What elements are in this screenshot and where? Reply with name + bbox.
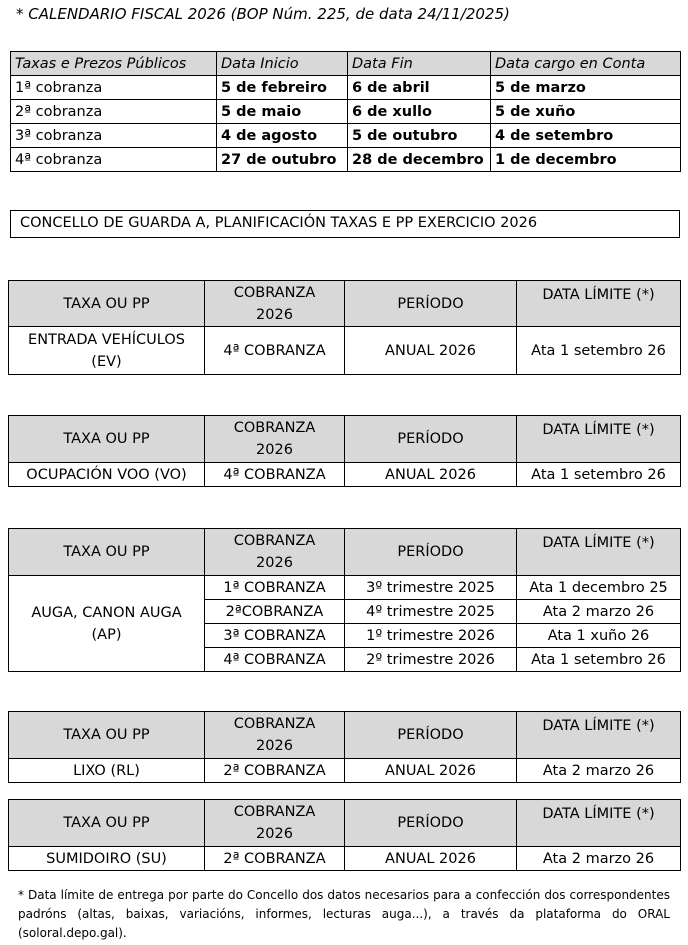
tax-limite: Ata 1 xuño 26 [517, 624, 681, 648]
tax-periodo: ANUAL 2026 [345, 759, 517, 783]
calendar-row [11, 148, 681, 172]
tax-limite: Ata 2 marzo 26 [517, 759, 681, 783]
header-limite: DATA LÍMITE (*) [517, 416, 681, 463]
tax-table-su [8, 799, 681, 871]
header-cobranza-line1: COBRANZA [233, 716, 316, 732]
tax-name [9, 327, 205, 375]
calendar-cell: 5 de outubro [348, 124, 491, 148]
tax-limite: Ata 2 marzo 26 [517, 847, 681, 871]
fiscal-calendar-table [10, 51, 681, 172]
calendar-header-cell: Taxas e Prezos Públicos [11, 52, 217, 76]
tax-periodo: ANUAL 2026 [345, 847, 517, 871]
calendar-cell: 27 de outubro [217, 148, 348, 172]
calendar-header-cell: Data Fin [348, 52, 491, 76]
tax-table-ap [8, 528, 681, 672]
tax-cobranza: 4ª COBRANZA [205, 327, 345, 375]
calendar-cell: 5 de marzo [491, 76, 681, 100]
header-limite: DATA LÍMITE (*) [517, 800, 681, 847]
calendar-cell: 4ª cobranza [11, 148, 217, 172]
calendar-header-cell: Data cargo en Conta [491, 52, 681, 76]
tax-table-header-row [9, 416, 681, 463]
header-cobranza [205, 712, 345, 759]
calendar-cell: 5 de febreiro [217, 76, 348, 100]
header-taxa: TAXA OU PP [9, 800, 205, 847]
tax-limite: Ata 1 decembro 25 [517, 576, 681, 600]
header-cobranza [205, 800, 345, 847]
header-cobranza-line2: 2026 [256, 442, 293, 458]
calendar-row [11, 124, 681, 148]
tax-periodo: 1º trimestre 2026 [345, 624, 517, 648]
tax-table-header-row [9, 281, 681, 327]
header-cobranza [205, 529, 345, 576]
header-periodo: PERÍODO [345, 712, 517, 759]
tax-name-line2: (EV) [91, 353, 122, 370]
header-limite: DATA LÍMITE (*) [517, 281, 681, 327]
table-row [9, 847, 681, 871]
header-taxa: TAXA OU PP [9, 712, 205, 759]
calendar-header-row [11, 52, 681, 76]
tax-limite: Ata 1 setembro 26 [517, 648, 681, 672]
header-limite: DATA LÍMITE (*) [517, 712, 681, 759]
tax-cobranza: 3ª COBRANZA [205, 624, 345, 648]
footnote: * Data límite de entrega por parte do Concello dos datos necesarios para a confección dos correspondentes padróns (altas, baixas, variacións, informes, lecturas auga...), a través da plataforma do ORAL (soloral.depo.gal). [18, 888, 670, 940]
fiscal-calendar-heading: * CALENDARIO FISCAL 2026 (BOP Núm. 225, de data 24/11/2025) [16, 5, 510, 23]
header-taxa: TAXA OU PP [9, 529, 205, 576]
table-row [9, 327, 681, 375]
header-cobranza-line2: 2026 [256, 738, 293, 754]
tax-cobranza: 2ª COBRANZA [205, 759, 345, 783]
tax-cobranza: 4ª COBRANZA [205, 648, 345, 672]
table-row [9, 759, 681, 783]
tax-name-line1: AUGA, CANON AUGA [31, 604, 182, 621]
header-periodo: PERÍODO [345, 416, 517, 463]
calendar-cell: 28 de decembro [348, 148, 491, 172]
calendar-row [11, 100, 681, 124]
calendar-row [11, 76, 681, 100]
header-taxa: TAXA OU PP [9, 416, 205, 463]
header-cobranza [205, 416, 345, 463]
header-periodo: PERÍODO [345, 281, 517, 327]
tax-cobranza: 1ª COBRANZA [205, 576, 345, 600]
tax-periodo: ANUAL 2026 [345, 327, 517, 375]
header-cobranza-line1: COBRANZA [233, 284, 316, 301]
header-cobranza-line2: 2026 [256, 306, 293, 323]
calendar-cell: 1ª cobranza [11, 76, 217, 100]
calendar-cell: 5 de maio [217, 100, 348, 124]
table-row [9, 576, 681, 600]
tax-name-line1: ENTRADA VEHÍCULOS [28, 331, 185, 348]
tax-name: LIXO (RL) [9, 759, 205, 783]
header-cobranza-line1: COBRANZA [233, 533, 316, 549]
header-taxa: TAXA OU PP [9, 281, 205, 327]
planning-title: CONCELLO DE GUARDA A, PLANIFICACIÓN TAXAS E PP EXERCICIO 2026 [10, 210, 680, 238]
calendar-cell: 5 de xuño [491, 100, 681, 124]
tax-periodo: ANUAL 2026 [345, 463, 517, 487]
calendar-cell: 4 de setembro [491, 124, 681, 148]
tax-limite: Ata 2 marzo 26 [517, 600, 681, 624]
tax-limite: Ata 1 setembro 26 [517, 327, 681, 375]
calendar-cell: 3ª cobranza [11, 124, 217, 148]
tax-name: OCUPACIÓN VOO (VO) [9, 463, 205, 487]
header-periodo: PERÍODO [345, 529, 517, 576]
tax-cobranza: 2ªCOBRANZA [205, 600, 345, 624]
calendar-cell: 1 de decembro [491, 148, 681, 172]
header-cobranza-line1: COBRANZA [233, 420, 316, 436]
tax-periodo: 3º trimestre 2025 [345, 576, 517, 600]
calendar-cell: 6 de abril [348, 76, 491, 100]
calendar-cell: 2ª cobranza [11, 100, 217, 124]
tax-table-vo [8, 415, 681, 487]
tax-table-header-row [9, 712, 681, 759]
tax-table-ev [8, 280, 681, 375]
tax-table-rl [8, 711, 681, 783]
tax-periodo: 4º trimestre 2025 [345, 600, 517, 624]
header-cobranza [205, 281, 345, 327]
calendar-header-cell: Data Inicio [217, 52, 348, 76]
header-cobranza-line2: 2026 [256, 826, 293, 842]
header-periodo: PERÍODO [345, 800, 517, 847]
calendar-cell: 4 de agosto [217, 124, 348, 148]
tax-name: SUMIDOIRO (SU) [9, 847, 205, 871]
tax-cobranza: 4ª COBRANZA [205, 463, 345, 487]
table-row [9, 463, 681, 487]
calendar-cell: 6 de xullo [348, 100, 491, 124]
tax-cobranza: 2ª COBRANZA [205, 847, 345, 871]
tax-periodo: 2º trimestre 2026 [345, 648, 517, 672]
tax-table-header-row [9, 800, 681, 847]
tax-name [9, 576, 205, 672]
header-cobranza-line1: COBRANZA [233, 804, 316, 820]
tax-limite: Ata 1 setembro 26 [517, 463, 681, 487]
header-limite: DATA LÍMITE (*) [517, 529, 681, 576]
tax-name-line2: (AP) [91, 626, 122, 643]
header-cobranza-line2: 2026 [256, 555, 293, 571]
tax-table-header-row [9, 529, 681, 576]
